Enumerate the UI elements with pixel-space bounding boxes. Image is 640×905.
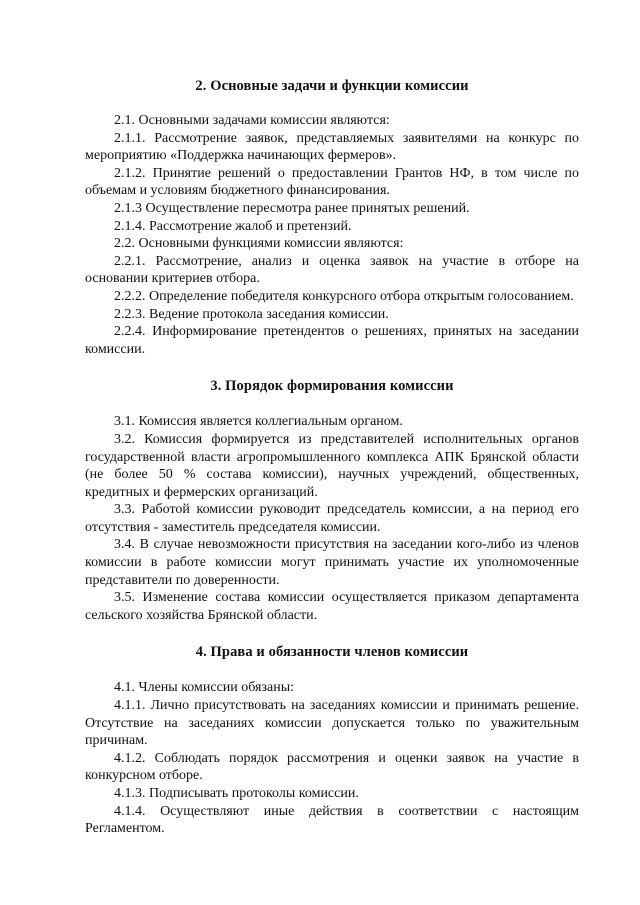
paragraph-2-2-1: 2.2.1. Рассмотрение, анализ и оценка заявок на участие в отборе на основании критериев отбора. (85, 253, 579, 287)
paragraph-4-1-1: 4.1.1. Лично присутствовать на заседаниях комиссии и принимать решение. Отсутствие на заседаниях комиссии допускается только по уважительным причинам. (85, 698, 579, 749)
paragraph-2-1: 2.1. Основными задачами комиссии являются: (114, 113, 390, 128)
paragraph-4-1-3: 4.1.3. Подписывать протоколы комиссии. (114, 786, 359, 801)
section-4-body (85, 679, 579, 837)
paragraph-2-2-2: 2.2.2. Определение победителя конкурсного отбора открытым голосованием. (114, 288, 574, 304)
paragraph-3-4: 3.4. В случае невозможности присутствия на заседании кого-либо из членов комиссии в работе комиссии могут принимать участие их уполномоченные представители по доверенности. (85, 537, 579, 588)
paragraph-4-1: 4.1. Члены комиссии обязаны: (114, 680, 295, 696)
section-2-body (85, 112, 579, 358)
paragraph-2-1-2: 2.1.2. Принятие решений о предоставлении Грантов НФ, в том числе по объемам и условиям бюджетного финансирования. (85, 165, 579, 199)
paragraph-3-2: 3.2. Комиссия формируется из представителей исполнительных органов государственной власти агропромышленного комплекса АПК Брянской области (не более 50 % состава комиссии), научных учреждений, общественных, кредитных и фермерских организаций. (85, 431, 579, 500)
section-2-heading: 2. Основные задачи и функции комиссии (195, 78, 469, 94)
paragraph-4-1-2: 4.1.2. Соблюдать порядок рассмотрения и оценки заявок на участие в конкурсном отборе. (85, 750, 579, 784)
paragraph-2-2-3: 2.2.3. Ведение протокола заседания комиссии. (114, 306, 389, 322)
paragraph-2-2-4: 2.2.4. Информирование претендентов о решениях, принятых на заседании комиссии. (85, 324, 579, 357)
paragraph-3-1: 3.1. Комиссия является коллегиальным органом. (114, 414, 403, 430)
paragraph-2-1-4: 2.1.4. Рассмотрение жалоб и претензий. (114, 218, 352, 234)
section-3-body (85, 413, 579, 624)
paragraph-2-1-3: 2.1.3 Осуществление пересмотра ранее принятых решений. (114, 200, 470, 216)
paragraph-3-5: 3.5. Изменение состава комиссии осуществляется приказом департамента сельского хозяйства Брянской области. (85, 590, 579, 623)
paragraph-2-2: 2.2. Основными функциями комиссии являются: (114, 236, 404, 252)
section-3-heading: 3. Порядок формирования комиссии (210, 378, 454, 395)
paragraph-3-3: 3.3. Работой комиссии руководит председатель комиссии, а на период его отсутствия - заместитель председателя комиссии. (85, 502, 579, 535)
section-4-heading: 4. Права и обязанности членов комиссии (195, 644, 469, 661)
paragraph-2-1-1: 2.1.1. Рассмотрение заявок, представляемых заявителями на конкурс по мероприятию «Поддержка начинающих фермеров». (85, 130, 579, 164)
paragraph-4-1-4: 4.1.4. Осуществляют иные действия в соответствии с настоящим Регламентом. (85, 803, 579, 837)
